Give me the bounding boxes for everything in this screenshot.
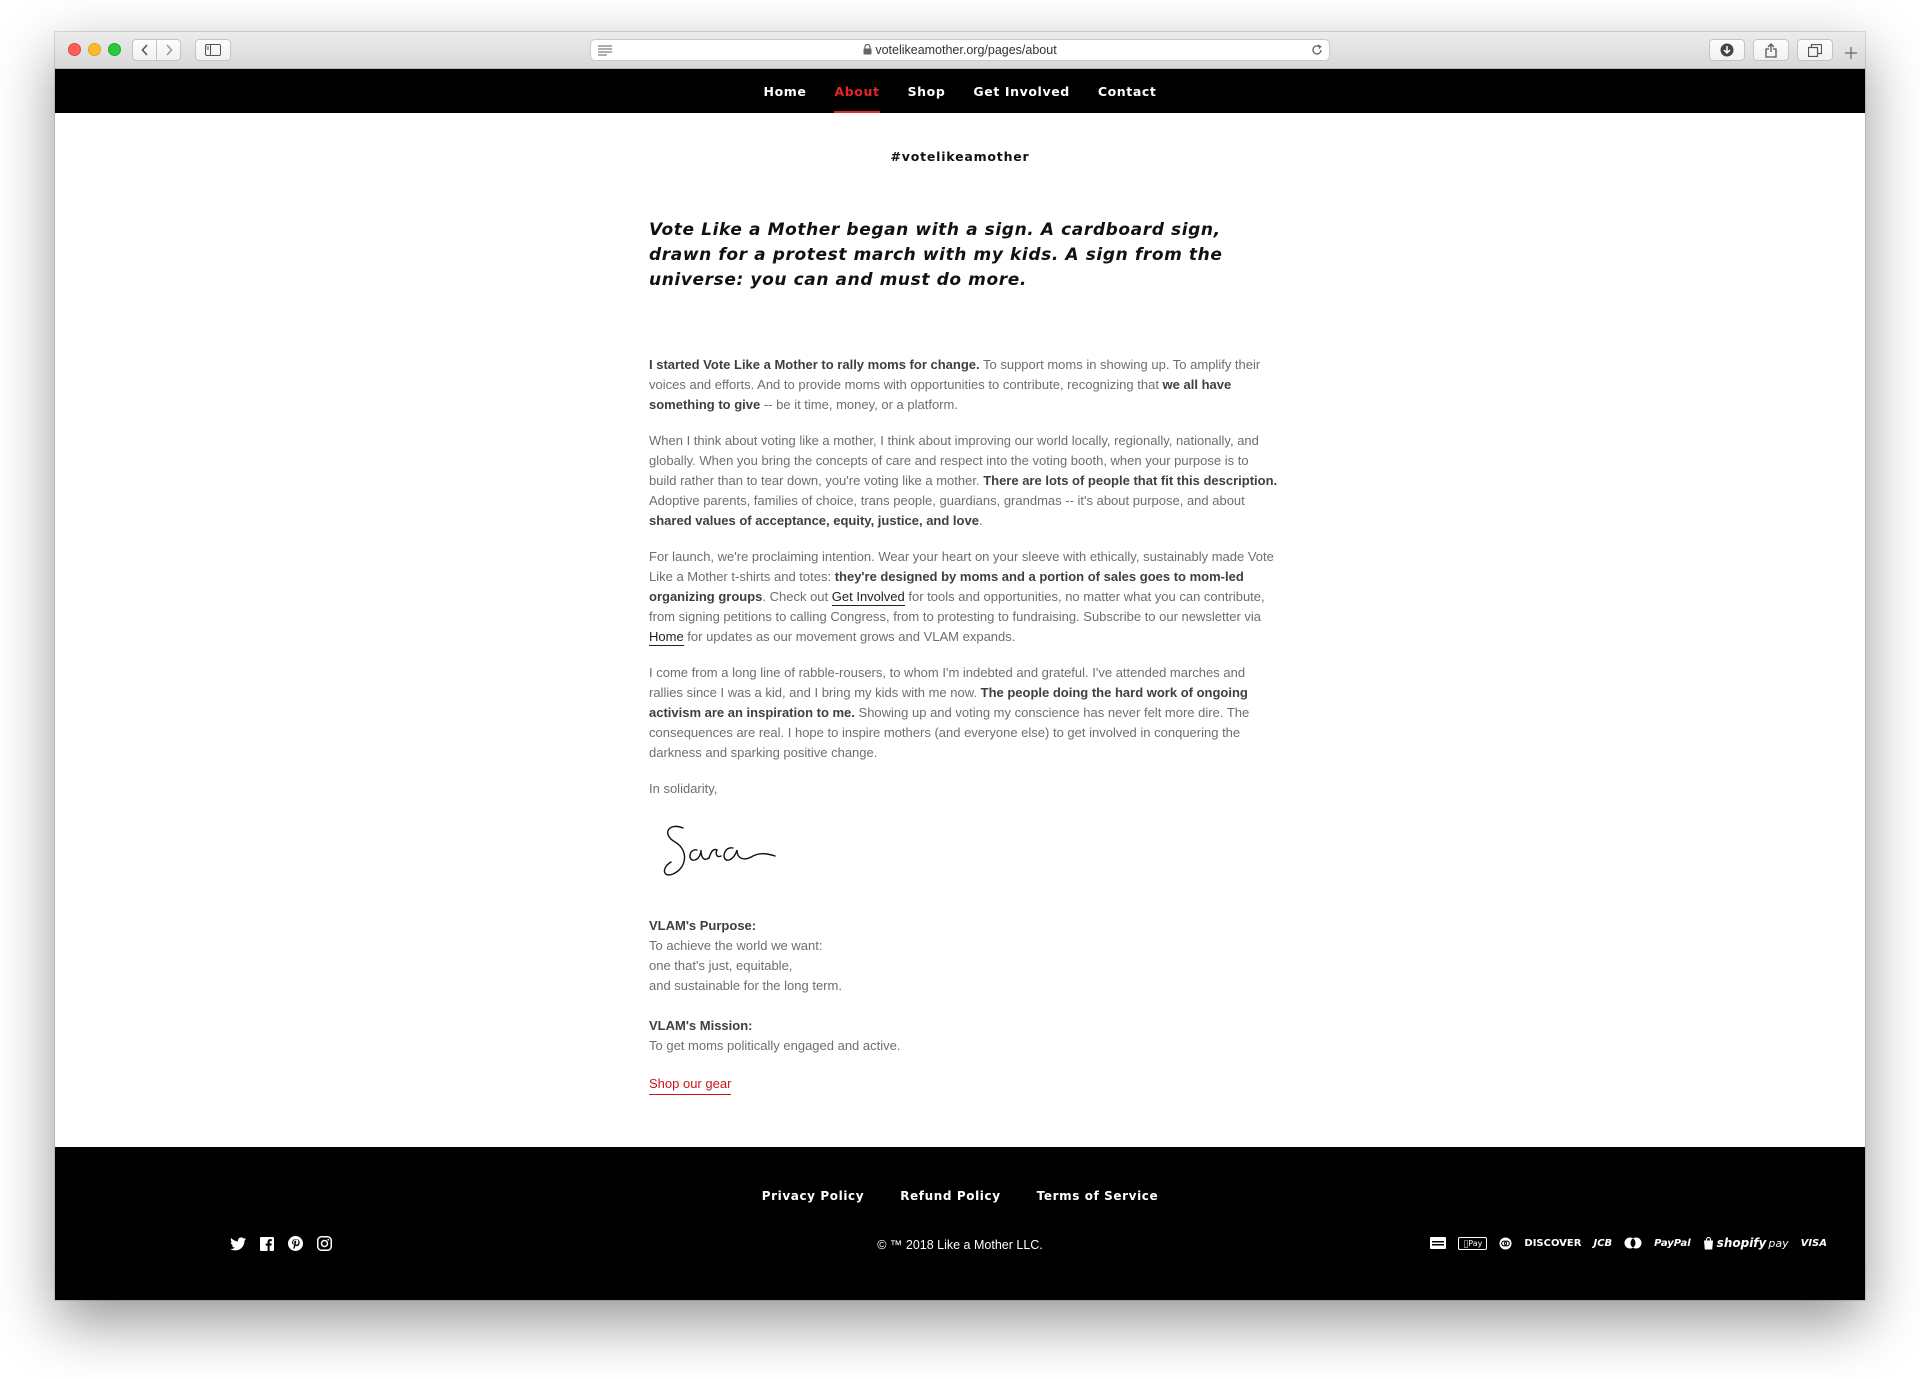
close-window-button[interactable]: [68, 43, 81, 56]
visa-icon: VISA: [1800, 1237, 1827, 1249]
payment-icons: [1430, 1236, 1827, 1250]
browser-toolbar: [55, 32, 1865, 69]
chevron-left-icon: [141, 44, 149, 56]
mission-label: VLAM's Mission:: [649, 1018, 753, 1033]
browser-window: [55, 32, 1865, 1300]
back-button[interactable]: [132, 39, 157, 61]
purpose-line: and sustainable for the long term.: [649, 978, 842, 993]
body-text: .: [978, 513, 983, 528]
tabs-icon: [1808, 44, 1822, 57]
shopify-pay-label: pay: [1768, 1236, 1789, 1250]
body-text: When I think about voting like a mother, I think about improving our world locally, regionally, nationally, and globally. When you bring the concepts of care and respect into the voting booth, when your purpose is to build rather than to tear down, you're voting like a mother.: [649, 433, 1259, 488]
body-text: For launch, we're proclaiming intention. Wear your heart on your sleeve with ethically, sustainably made Vote Like a Mother t-shirts and totes:: [649, 549, 1274, 584]
mastercard-icon: [1624, 1237, 1642, 1249]
body-text: . Check out: [762, 589, 832, 604]
purpose-line: To achieve the world we want:: [649, 938, 823, 953]
url-text: votelikeamother.org/pages/about: [875, 43, 1057, 57]
body-text: for tools and opportunities, no matter what you can contribute, from signing petitions to calling Congress, from to protesting to fundraising. Subscribe to our newsletter via: [649, 589, 1265, 624]
purpose-line: one that's just, equitable,: [649, 958, 793, 973]
refund-policy-link[interactable]: Refund Policy: [900, 1189, 1001, 1203]
body-text: Showing up and voting my conscience has never felt more dire. The consequences are real. I hope to inspire mothers (and everyone else) to get involved in conquering the darkness and sparking positive change.: [649, 705, 1250, 760]
sidebar-toggle-button[interactable]: [195, 39, 231, 61]
page-title: #votelikeamother: [890, 149, 1030, 164]
copyright-text: © ™ 2018 Like a Mother LLC.: [877, 1238, 1043, 1252]
body-text: I come from a long line of rabble-rousers, to whom I'm indebted and grateful. I've attended marches and rallies since I was a kid, and I bring my kids with me now.: [649, 665, 1246, 700]
diners-club-icon: [1499, 1237, 1512, 1250]
terms-of-service-link[interactable]: Terms of Service: [1036, 1189, 1159, 1203]
nav-home[interactable]: Home: [763, 83, 807, 99]
downloads-button[interactable]: [1709, 39, 1745, 61]
get-involved-link[interactable]: Get Involved: [831, 589, 905, 604]
emphasis-text: There are lots of people that fit this description.: [983, 473, 1278, 488]
mission-line: To get moms politically engaged and active.: [649, 1038, 901, 1053]
plus-icon: [1845, 47, 1857, 59]
closing-text: In solidarity,: [649, 781, 718, 796]
body-text: Adoptive parents, families of choice, trans people, guardians, grandmas -- it's about purpose, and about: [649, 493, 1245, 508]
tab-overview-button[interactable]: [1797, 39, 1833, 61]
paragraph-values: [649, 431, 1279, 531]
nav-shop[interactable]: Shop: [907, 83, 946, 99]
shopping-bag-icon: [1703, 1237, 1714, 1250]
paypal-icon: PayPal: [1654, 1237, 1691, 1249]
emphasis-text: I started Vote Like a Mother to rally moms for change.: [649, 357, 980, 372]
apple-pay-icon: [1458, 1237, 1487, 1250]
forward-button[interactable]: [156, 39, 181, 61]
download-icon: [1720, 43, 1734, 57]
address-bar[interactable]: [590, 39, 1330, 61]
share-button[interactable]: [1753, 39, 1789, 61]
paragraph-background: [649, 663, 1279, 763]
home-link[interactable]: Home: [649, 629, 684, 644]
body-text: To support moms in showing up. To amplify their voices and efforts. And to provide moms with opportunities to contribute, recognizing that: [649, 357, 1261, 392]
purpose-label: VLAM's Purpose:: [649, 918, 757, 933]
shopify-label: shopify: [1716, 1236, 1767, 1250]
lead-statement: Vote Like a Mother began with a sign. A cardboard sign, drawn for a protest march with my kids. A sign from the universe: you can and must do more.: [649, 220, 1223, 290]
purpose-block: [649, 916, 842, 996]
amex-icon: [1430, 1237, 1446, 1249]
paragraph-intro: [649, 355, 1279, 415]
signature-image: [657, 816, 787, 886]
discover-icon: DISCOVER: [1524, 1237, 1582, 1249]
reload-icon[interactable]: [1311, 44, 1323, 56]
jcb-icon: JCB: [1593, 1237, 1613, 1249]
nav-about[interactable]: About: [820, 69, 893, 113]
mission-block: [649, 1016, 900, 1056]
nav-get-involved[interactable]: Get Involved: [973, 83, 1070, 99]
body-text: -- be it time, money, or a platform.: [760, 397, 958, 412]
lock-icon: [863, 44, 872, 55]
sidebar-icon: [205, 44, 221, 56]
site-navigation: [55, 69, 1865, 113]
emphasis-text: shared values of acceptance, equity, justice, and love: [649, 513, 979, 528]
apple-pay-label: Pay: [1468, 1238, 1483, 1248]
paragraph-launch: [649, 547, 1279, 647]
zoom-window-button[interactable]: [108, 43, 121, 56]
share-icon: [1765, 43, 1777, 58]
shop-our-gear-link[interactable]: Shop our gear: [649, 1076, 731, 1095]
footer-links: [55, 1189, 1865, 1203]
privacy-policy-link[interactable]: Privacy Policy: [761, 1189, 865, 1203]
emphasis-text: they're designed by moms and a portion of sales goes to mom-led organizing groups: [649, 569, 1244, 604]
shopify-pay-icon: [1703, 1236, 1789, 1250]
emphasis-text: The people doing the hard work of ongoing activism are an inspiration to me.: [649, 685, 1248, 720]
chevron-right-icon: [165, 44, 173, 56]
nav-contact[interactable]: Contact: [1097, 83, 1157, 99]
minimize-window-button[interactable]: [88, 43, 101, 56]
new-tab-button[interactable]: [1840, 42, 1862, 64]
url-display: [591, 43, 1329, 57]
body-text: for updates as our movement grows and VLAM expands.: [683, 629, 1016, 644]
site-footer: [55, 1147, 1865, 1300]
emphasis-text: we all have something to give: [649, 377, 1232, 412]
